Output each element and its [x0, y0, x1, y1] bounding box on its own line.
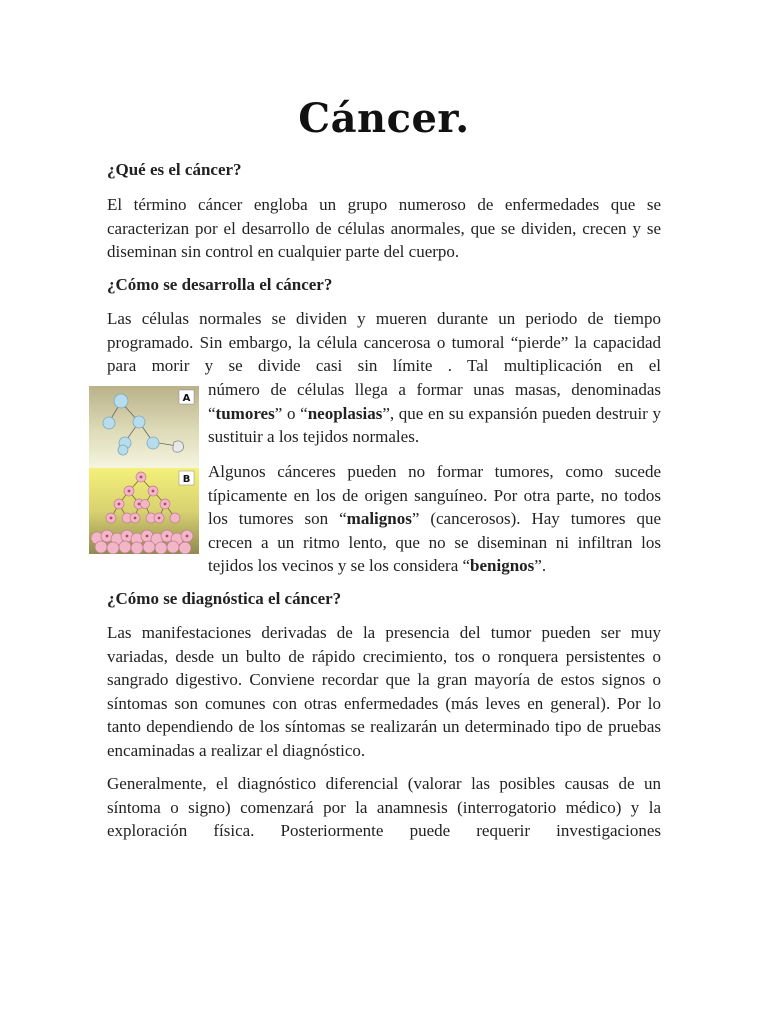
paragraph-differential-diagnosis: Generalmente, el diagnóstico diferencial (valorar las posibles causas de un síntoma o signo) comenzará por la anamnesis (interrogatorio médico) y la exploración física. Posteriormente puede requerir investigaciones: [107, 774, 661, 840]
paragraph-tumors: número de células llega a formar unas masas, denominadas “tumores” o “neoplasias”, que en su expansión pueden destruir y sustituir a los tejidos normales.: [208, 380, 662, 446]
panel-b-label: B: [182, 474, 191, 485]
panel-a: [89, 386, 199, 468]
panel-a-label: A: [182, 393, 191, 404]
paragraph-symptoms: Las manifestaciones derivadas de la presencia del tumor pueden ser muy variadas, desde un bulto de rápido crecimiento, tos o ronquera persistentes o sangrado digestivo. Conviene recordar que la gran mayoría de estos signos o síntomas son comunes con otras enfermedades (más leves en general). Por lo tanto dependiendo de los síntomas se realizarán un determinado tipo de pruebas encaminadas a realizar el diagnóstico.: [107, 623, 661, 760]
paragraph-malignant-benign: Algunos cánceres pueden no formar tumores, como sucede típicamente en los de origen sanguíneo. Por otra parte, no todos los tumores son “malignos” (cancerosos). Hay tumores que crecen a un ritmo lento, que no se diseminan ni infiltran los tejidos los vecinos y se los considera “benignos”.: [208, 462, 662, 575]
section-heading-diagnostico: ¿Cómo se diagnóstica el cáncer?: [107, 589, 342, 608]
paragraph-definition: El término cáncer engloba un grupo numeroso de enfermedades que se caracterizan por el desarrollo de células anormales, que se dividen, crecen y se diseminan sin control en cualquier parte del cuerpo.: [107, 195, 661, 261]
term-benignos: benignos: [470, 556, 535, 575]
page-title: Cáncer.: [298, 95, 470, 142]
paragraph-development-intro: Las células normales se dividen y mueren durante un periodo de tiempo programado. Sin embargo, la célula cancerosa o tumoral “pierde” la capacidad para morir y se divide casi sin límite . Tal multiplicación en el: [107, 309, 661, 375]
section-heading-desarrollo: ¿Cómo se desarrolla el cáncer?: [107, 275, 333, 294]
term-malignos: malignos: [346, 509, 412, 528]
term-neoplasias: neoplasias: [307, 403, 383, 423]
panel-b: [89, 468, 199, 554]
term-tumores: tumores: [215, 403, 275, 423]
cell-division-figure: [89, 386, 199, 554]
section-heading-que-es: ¿Qué es el cáncer?: [107, 160, 242, 179]
